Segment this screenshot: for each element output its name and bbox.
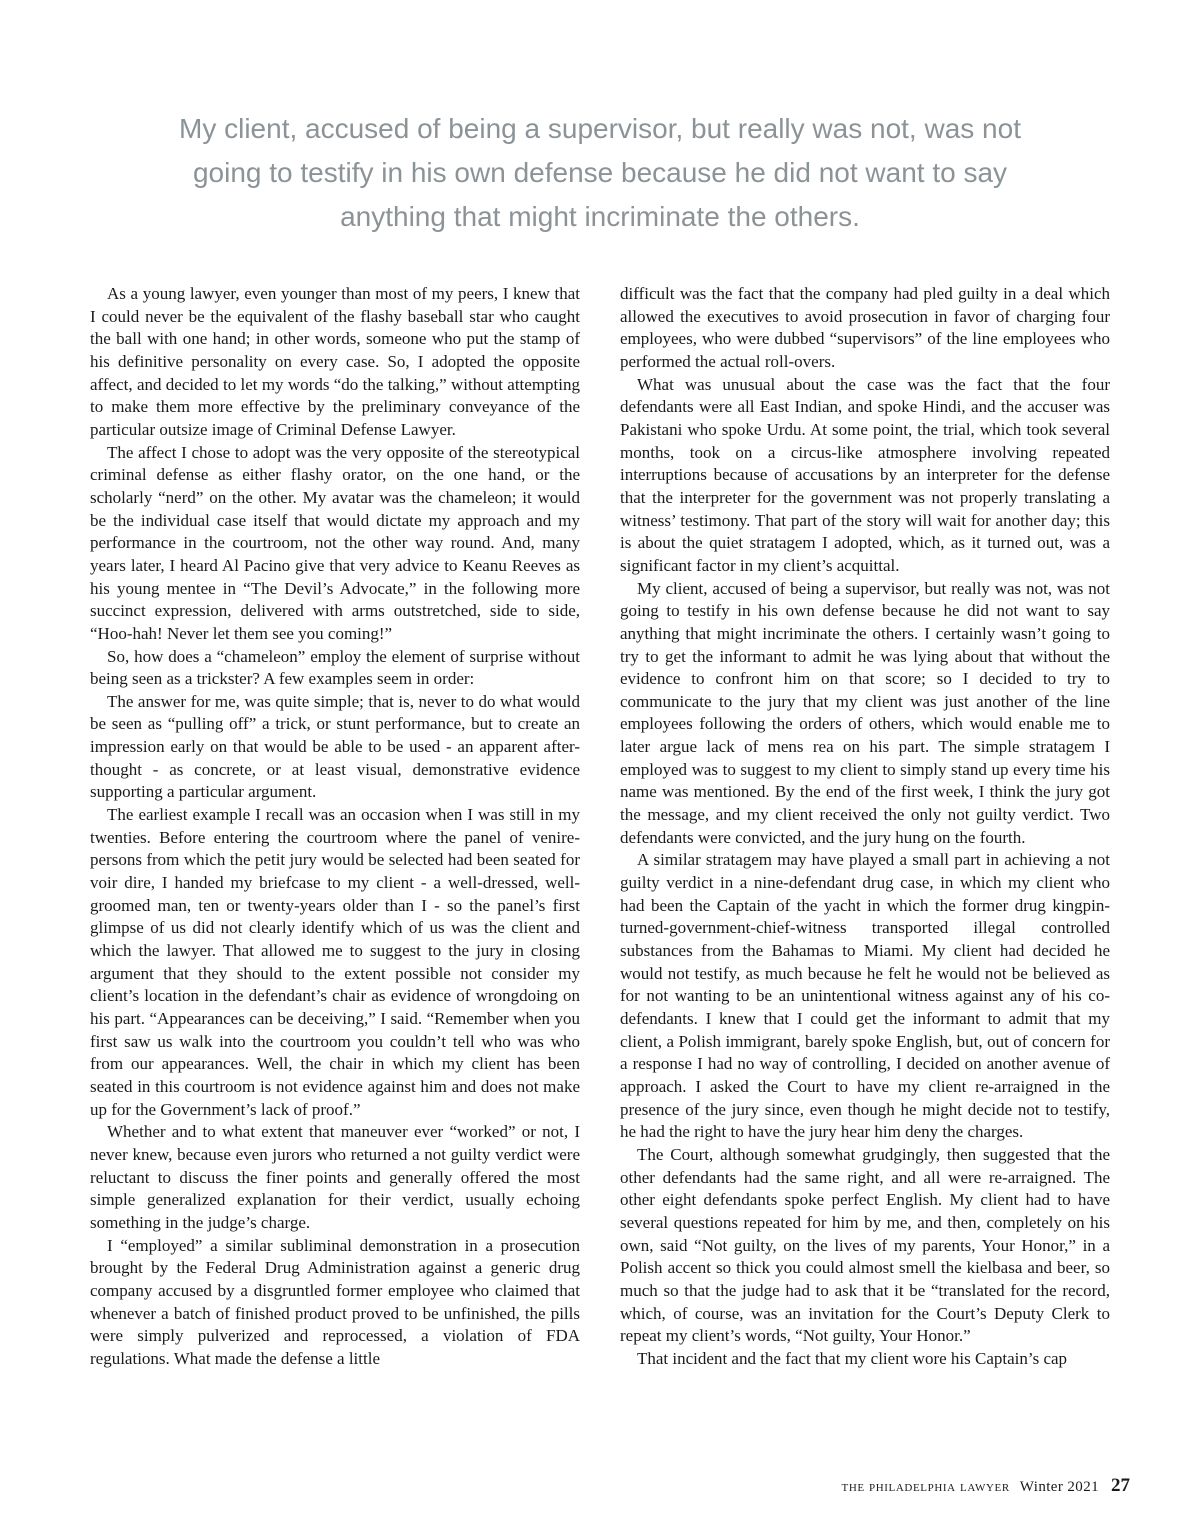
issue-label: Winter 2021 [1019, 1479, 1099, 1495]
paragraph: My client, accused of being a supervisor, but really was not, was not going to testify in his own defense because he did not want to say anything that might incriminate the others. I certainly wasn’t going to try to get the informant to admit he was lying about that without the evidence to confront him on that score; so I decided to try to communicate to the jury that my client was just another of the line employees following the orders of others, which would enable me to later argue lack of mens rea on his part. The simple stratagem I employed was to suggest to my client to simply stand up every time his name was mentioned. By the end of the first week, I think the jury got the message, and my client received the only not guilty verdict. Two defendants were convicted, and the jury hung on the fourth. [620, 578, 1110, 847]
page-number: 27 [1111, 1475, 1130, 1496]
paragraph: The earliest example I recall was an occasion when I was still in my twenties. Before entering the courtroom where the panel of venire-persons from which the petit jury would be selected had been seated for voir dire, I handed my briefcase to my client - a well-dressed, well-groomed man, ten or twenty-years older than I - so the panel’s first glimpse of us did not clearly identify which of us was the client and which the lawyer. That allowed me to suggest to the jury in closing argument that they should to the extent possible not consider my client’s location in the defendant’s chair as evidence of wrongdoing on his part. “Appearances can be deceiving,” I said. “Remember when you first saw us walk into the courtroom you couldn’t tell who was who from our appearances. Well, the chair in which my client has been seated in this courtroom is not evidence against him and does not make up for the Government’s lack of proof.” [90, 805, 580, 1119]
paragraph: The Court, although somewhat grudgingly, then suggested that the other defendants had the same right, and all were re-arraigned. The other eight defendants spoke perfect English. My client had to have several questions repeated for him by me, and then, completely on his own, said “Not guilty, on the lives of my parents, Your Honor,” in a Polish accent so thick you could almost smell the kielbasa and beer, so much so that the judge had to ask that it be “translated for the record, which, of course, was an invitation for the Court’s Deputy Clerk to repeat my client’s words, “Not guilty, Your Honor.” [620, 1144, 1110, 1346]
right-column [620, 283, 1110, 1371]
paragraph: I “employed” a similar subliminal demonstration in a prosecution brought by the Federal Drug Administration against a generic drug company accused by a disgruntled former employee who claimed that whenever a batch of finished product proved to be unfinished, the pills were simply pulverized and reprocessed, a violation of FDA regulations. What made the defense a little [90, 1235, 580, 1368]
publication-name: the philadelphia lawyer [841, 1479, 1010, 1495]
paragraph: As a young lawyer, even younger than most of my peers, I knew that I could never be the equivalent of the flashy baseball star who caught the ball with one hand; in other words, someone who put the stamp of his definitive personality on every case. So, I adopted the opposite affect, and decided to let my words “do the talking,” without attempting to make them more effective by the preliminary conveyance of the particular outsize image of Criminal Defense Lawyer. [90, 284, 580, 439]
page-footer [842, 1475, 1131, 1497]
paragraph: The answer for me, was quite simple; that is, never to do what would be seen as “pulling off” a trick, or stunt performance, but to create an impression early on that would be able to be used - an apparent after-thought - as concrete, or at least visual, demonstrative evidence supporting a particular argument. [90, 691, 580, 802]
paragraph: A similar stratagem may have played a small part in achieving a not guilty verdict in a nine-defendant drug case, in which my client who had been the Captain of the yacht in which the former drug kingpin-turned-government-chief-witness transported illegal controlled substances from the Bahamas to Miami. My client had decided he would not testify, as much because he felt he would not be believed as for not wanting to be an unintentional witness against any of his co-defendants. I knew that I could get the informant to admit that my client, a Polish immigrant, barely spoke English, but, out of concern for a response I had no way of controlling, I decided on another avenue of approach. I asked the Court to have my client re-arraigned in the presence of the jury since, even though he might decide not to testify, he had the right to have the jury hear him deny the charges. [620, 850, 1110, 1142]
paragraph: The affect I chose to adopt was the very opposite of the stereotypical criminal defense as either flashy orator, on the one hand, or the scholarly “nerd” on the other. My avatar was the chameleon; it would be the individual case itself that would dictate my approach and my performance in the courtroom, not the other way round. And, many years later, I heard Al Pacino give that very advice to Keanu Reeves as his young mentee in “The Devil’s Advocate,” in the following more succinct expression, delivered with arms outstretched, side to side, “Hoo-hah! Never let them see you coming!” [90, 442, 580, 643]
paragraph: That incident and the fact that my client wore his Captain’s cap [637, 1348, 1068, 1368]
pull-quote: My client, accused of being a supervisor, but really was not, was not going to testify in his own defense because he did not want to say anything that might incriminate the others. [179, 113, 1021, 232]
paragraph: So, how does a “chameleon” employ the element of surprise without being seen as a trickster? A few examples seem in order: [90, 646, 580, 689]
left-column [90, 283, 580, 1371]
paragraph: What was unusual about the case was the fact that the four defendants were all East Indian, and spoke Hindi, and the accuser was Pakistani who spoke Urdu. At some point, the trial, which took several months, took on a circus-like atmosphere involving repeated interruptions because of accusations by an interpreter for the defense that the interpreter for the government was not properly translating a witness’ testimony. That part of the story will wait for another day; this is about the quiet stratagem I adopted, which, as it turned out, was a significant factor in my client’s acquittal. [620, 374, 1110, 575]
paragraph: Whether and to what extent that maneuver ever “worked” or not, I never knew, because even jurors who returned a not guilty verdict were reluctant to discuss the finer points and generally offered the most simple generalized explanation for their verdict, usually echoing something in the judge’s charge. [90, 1122, 580, 1232]
paragraph: difficult was the fact that the company had pled guilty in a deal which allowed the executives to avoid prosecution in favor of charging four employees, who were dubbed “supervisors” of the line employees who performed the actual roll-overs. [620, 284, 1110, 371]
